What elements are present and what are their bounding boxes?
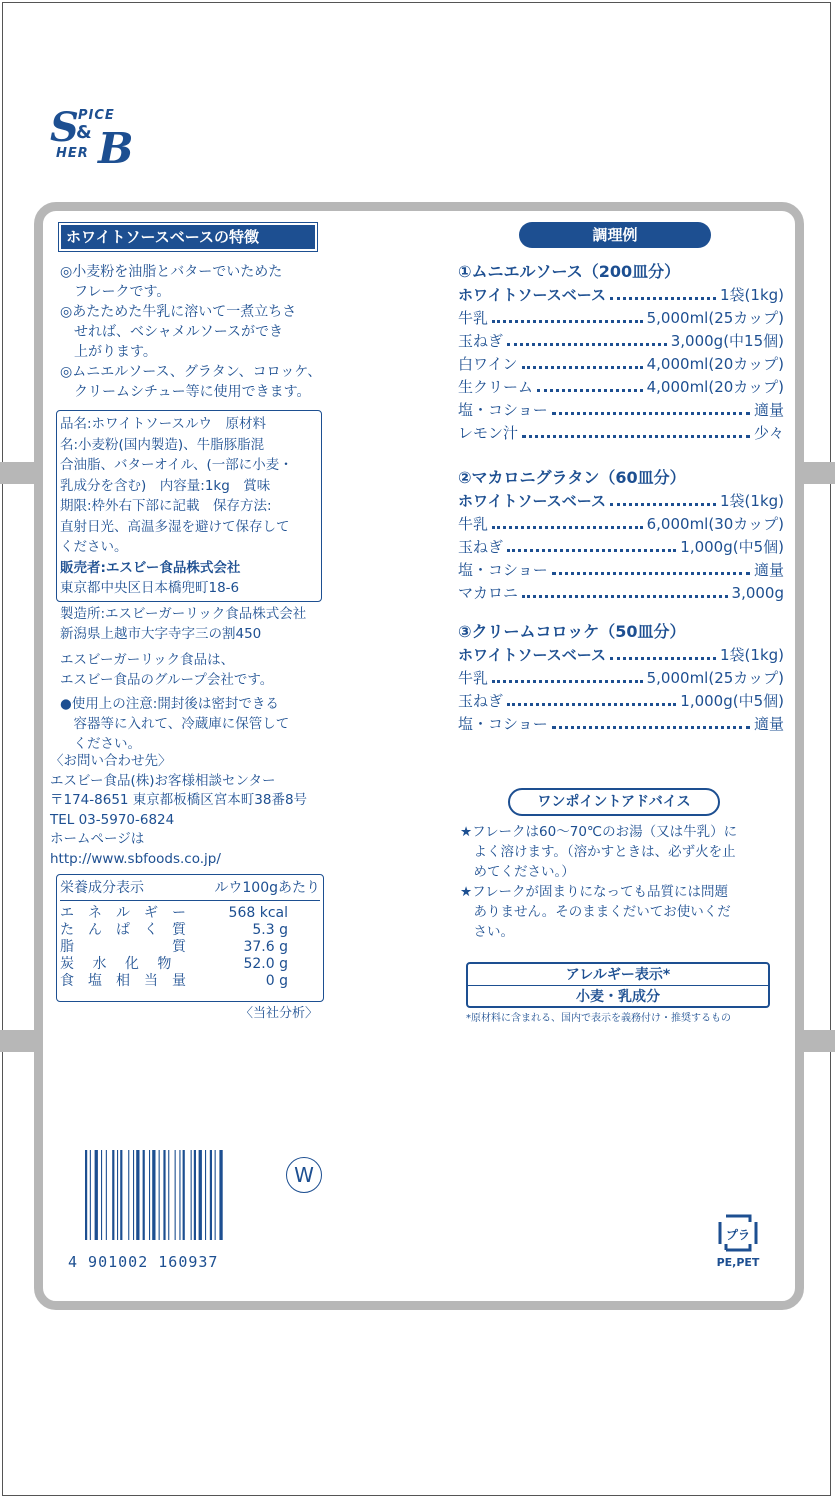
ingredient-row: ホワイトソースベース 1袋(1kg) — [458, 646, 784, 664]
barcode-bar — [106, 1150, 107, 1240]
recipe-gratin: ②マカロニグラタン（60皿分） ホワイトソースベース 1袋(1kg) 牛乳 6,000ml(30カップ) 玉ねぎ 1,000g(中5個) 塩・コショー 適量 マカロニ 3,000g — [458, 466, 784, 605]
barcode-bar — [143, 1150, 145, 1240]
product-info-text: 品名:ホワイトソースルウ 原材料 名:小麦粉(国内製造)、牛脂豚脂混 合油脂、バターオイル、(一部に小麦・ 乳成分を含む) 内容量:1kg 賞味 期限:枠外右下部に記載 保存方法: 直射日光、高温多湿を避けて保存して ください。 販売者:エスビー食品株式会社 東京都中央区日本橋兜町18-6 — [60, 416, 293, 596]
barcode-bar — [133, 1150, 134, 1240]
ingredient-row: レモン汁 少々 — [458, 424, 784, 442]
advice-heading: ワンポイントアドバイス — [508, 788, 720, 816]
ingredient-row: 塩・コショー 適量 — [458, 401, 784, 419]
allergy-title: アレルギー表示* — [468, 964, 768, 986]
recycle-label: PE,PET — [716, 1256, 760, 1269]
ingredient-row: ホワイトソースベース 1袋(1kg) — [458, 286, 784, 304]
barcode-bar — [168, 1150, 169, 1240]
logo-her: HER — [56, 146, 89, 161]
barcode-bar — [179, 1150, 180, 1240]
barcode-bar — [205, 1150, 206, 1240]
ingredient-row: 玉ねぎ 1,000g(中5個) — [458, 692, 784, 710]
barcode-bars — [85, 1150, 253, 1240]
barcode-bar — [152, 1150, 155, 1240]
svg-text:プラ: プラ — [725, 1228, 751, 1242]
ingredient-row: 牛乳 6,000ml(30カップ) — [458, 515, 784, 533]
nutrition-row: 脂 質 37.6 g — [60, 939, 288, 955]
barcode-bar — [90, 1150, 91, 1240]
allergy-value: 小麦・乳成分 — [576, 989, 660, 1005]
ingredient-row: 白ワイン 4,000ml(20カップ) — [458, 355, 784, 373]
barcode-bar — [194, 1150, 196, 1240]
barcode-bar — [120, 1150, 122, 1240]
barcode-bar — [163, 1150, 165, 1240]
ingredient-row: 生クリーム 4,000ml(20カップ) — [458, 378, 784, 396]
nutrition-row: た ん ぱ く 質 5.3 g — [60, 922, 288, 938]
barcode-bar — [183, 1150, 185, 1240]
features-heading: ホワイトソースベースの特徴 — [58, 222, 318, 252]
ingredient-row: ホワイトソースベース 1袋(1kg) — [458, 492, 784, 510]
recipe-muniere: ①ムニエルソース（200皿分） ホワイトソースベース 1袋(1kg) 牛乳 5,000ml(25カップ) 玉ねぎ 3,000g(中15個) 白ワイン 4,000ml(20カップ) 生クリーム 4,000ml(20カップ) 塩・コショー 適量 レモン汁 少々 — [458, 260, 784, 445]
barcode-bar — [101, 1150, 102, 1240]
logo-letter-s: S — [50, 104, 79, 151]
advice-text: ★フレークは60～70℃のお湯（又は牛乳）に よく溶けます。（溶かすときは、必ず火を止 めてください。） ★フレークが固まりになっても品質には問題 ありません。そのままくだいてお使いくだ さい。 — [460, 824, 738, 940]
ingredient-row: 塩・コショー 適量 — [458, 715, 784, 733]
barcode-bar — [128, 1150, 129, 1240]
barcode-bar — [159, 1150, 160, 1240]
ingredient-row: 玉ねぎ 1,000g(中5個) — [458, 538, 784, 556]
ingredient-row: マカロニ 3,000g — [458, 584, 784, 602]
features-text: ◎小麦粉を油脂とバターでいためた フレークです。 ◎あたためた牛乳に溶いて一煮立ちさ せれば、ベシャメルソースができ 上がります。 ◎ムニエルソース、グラタン、コロッケ、 クリームシチュー等に使用できます。 — [60, 264, 322, 400]
recycle-mark — [712, 1214, 764, 1270]
brand-logo — [50, 104, 150, 173]
nutrition-row: 食 塩 相 当 量 0 g — [60, 973, 288, 989]
barcode-bar — [219, 1150, 222, 1240]
nutrition-source: 〈当社分析〉 — [240, 1006, 319, 1021]
barcode-bar — [210, 1150, 212, 1240]
barcode-bar — [215, 1150, 216, 1240]
ingredient-row: 牛乳 5,000ml(25カップ) — [458, 669, 784, 687]
maker-text: 製造所:エスビーガーリック食品株式会社 新潟県上越市大字寺字三の割450 — [60, 606, 307, 642]
logo-amp: & — [76, 122, 92, 143]
barcode-bar — [136, 1150, 139, 1240]
barcode-bar — [149, 1150, 150, 1240]
nutrition-row: 炭 水 化 物 52.0 g — [60, 956, 288, 972]
ingredient-row: 塩・コショー 適量 — [458, 561, 784, 579]
barcode-bar — [117, 1150, 118, 1240]
barcode-bar — [191, 1150, 192, 1240]
cooking-heading: 調理例 — [519, 222, 711, 248]
contact-text: 〈お問い合わせ先〉 エスビー食品(株)お客様相談センター 〒174-8651 東京都板橋区宮本町38番8号 TEL 03-5970-6824 ホームページは http://www.sbfoods.co.jp/ — [50, 753, 308, 867]
allergy-box — [466, 962, 770, 1008]
ingredient-row: 牛乳 5,000ml(25カップ) — [458, 309, 784, 327]
allergy-note: *原材料に含まれる、国内で表示を義務付け・推奨するもの — [466, 1013, 731, 1024]
barcode-bar — [175, 1150, 176, 1240]
barcode-digits: 4 901002 160937 — [68, 1253, 219, 1271]
ingredient-row: 玉ねぎ 3,000g(中15個) — [458, 332, 784, 350]
barcode-bar — [85, 1150, 87, 1240]
logo-pice: PICE — [78, 108, 115, 123]
nutrition-table: 栄養成分表示 ルウ100gあたり エ ネ ル ギ ー 568 kcal た ん ぱ く 質 5.3 g 脂 質 37.6 g 炭 水 化 物 52.0 g 食 塩 相 当 量 0 g — [60, 880, 320, 989]
barcode-bar — [112, 1150, 114, 1240]
logo-letter-b: B — [98, 124, 134, 173]
plastic-recycle-icon — [718, 1214, 758, 1252]
recipe-croquette: ③クリームコロッケ（50皿分） ホワイトソースベース 1袋(1kg) 牛乳 5,000ml(25カップ) 玉ねぎ 1,000g(中5個) 塩・コショー 適量 — [458, 620, 784, 736]
w-mark-icon: W — [286, 1157, 322, 1193]
caution-text: ●使用上の注意:開封後は密封できる 容器等に入れて、冷蔵庫に保管して ください。 — [60, 696, 290, 752]
nutrition-row: エ ネ ル ギ ー 568 kcal — [60, 905, 288, 921]
barcode-bar — [95, 1150, 98, 1240]
barcode-bar — [199, 1150, 202, 1240]
group-note: エスビーガーリック食品は、 エスビー食品のグループ会社です。 — [60, 652, 274, 688]
